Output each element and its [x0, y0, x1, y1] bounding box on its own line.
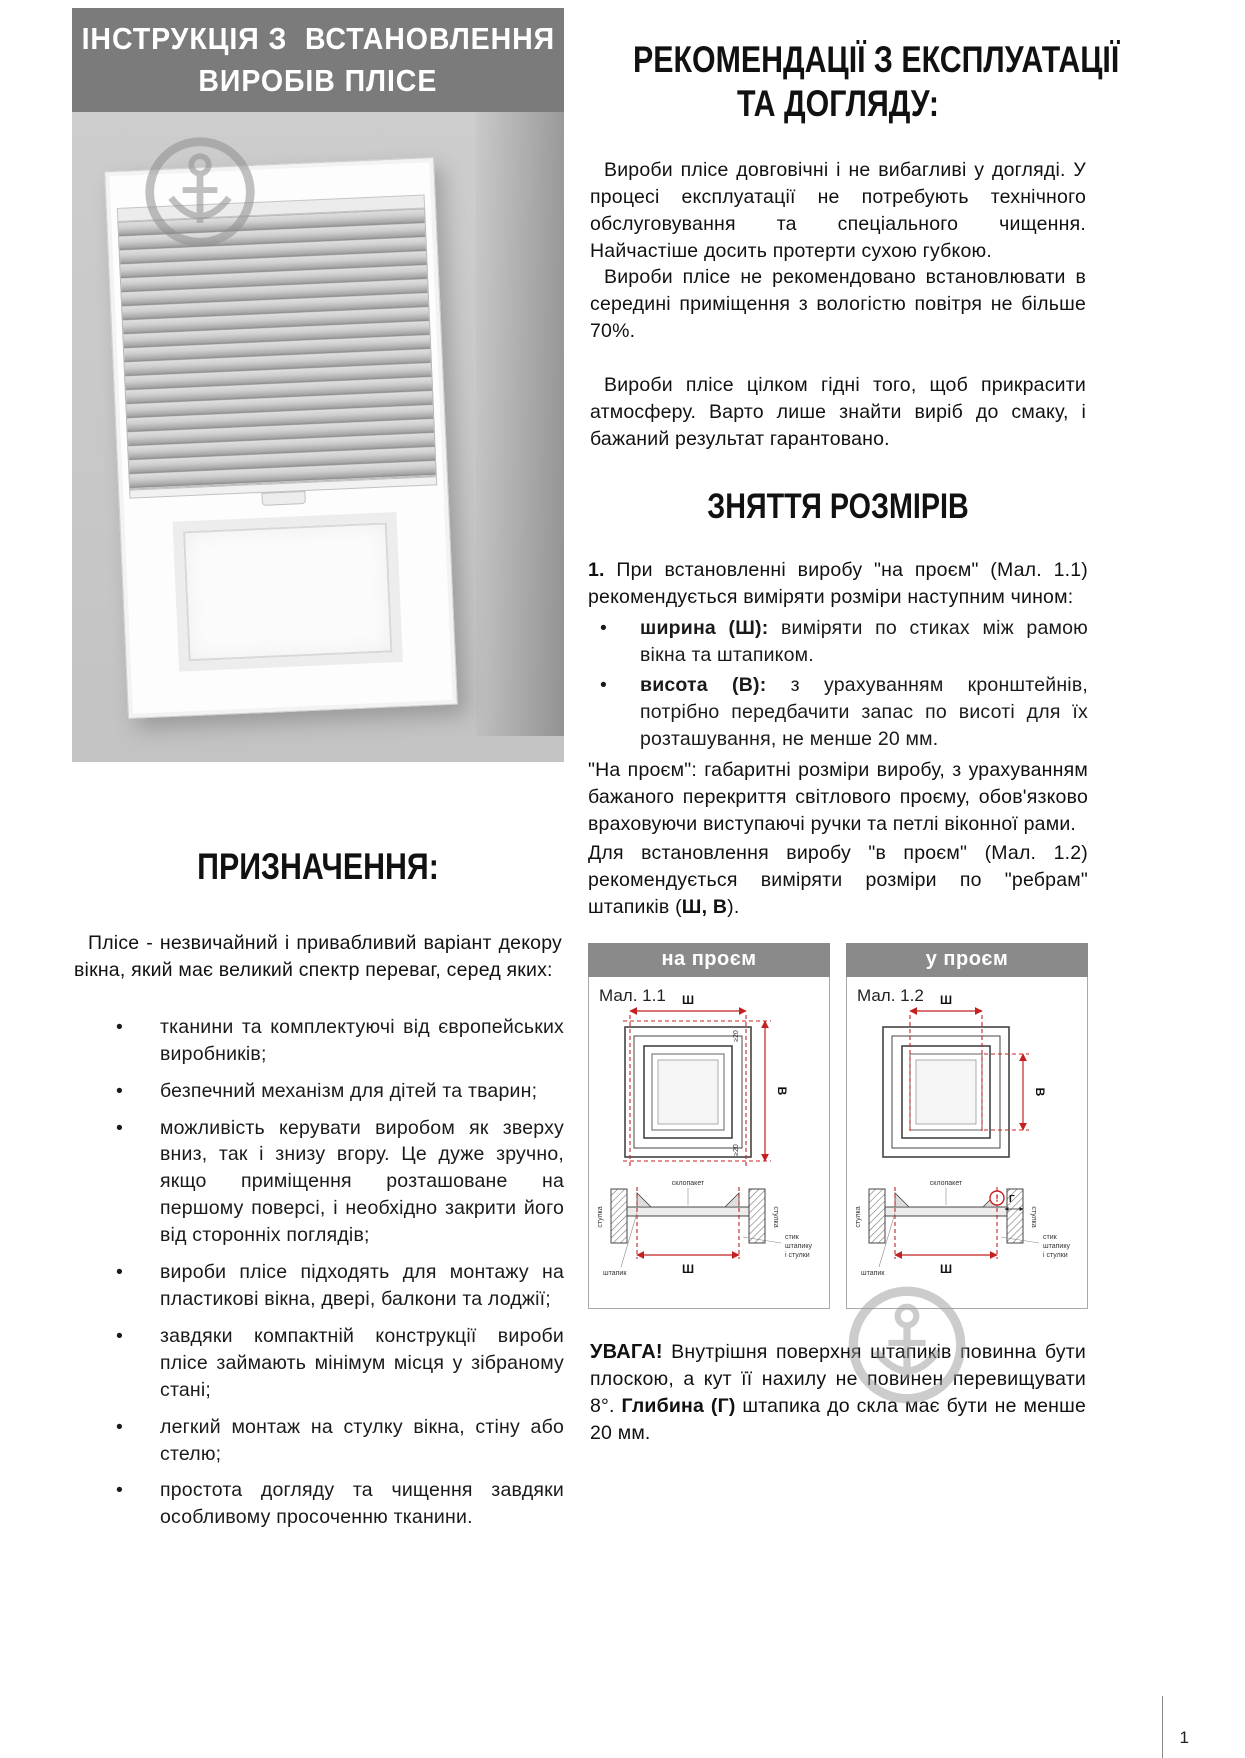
list-item	[72, 1115, 564, 1250]
page-number-divider	[1162, 1696, 1163, 1758]
diagram-panel-u-proem	[846, 943, 1088, 1309]
dim-height-label: В	[1033, 1087, 1047, 1096]
list-item	[72, 1323, 564, 1404]
cs-width-label: Ш	[681, 1261, 695, 1276]
diagram-drawing-2	[847, 991, 1087, 1303]
bullet-dot: •	[116, 1479, 124, 1502]
cs-joint-label: штапику	[785, 1242, 812, 1250]
diagram-body	[588, 977, 830, 1309]
care-title-line-1: РЕКОМЕНДАЦІЇ З ЕКСПЛУАТАЦІЇ	[633, 39, 1120, 80]
care-paragraph: Вироби плісе довговічні і не вибагливі у догляді. У процесі експлуатації не потребують технічного обслуговування та спеціального чищення. Найчастіше досить протерти сухою губкою.	[590, 158, 1086, 262]
diagrams	[588, 943, 1088, 1309]
diagram-header-text: на проєм	[661, 948, 757, 971]
cs-joint-label: штапику	[1043, 1242, 1070, 1250]
cs-bead-label: штапик	[861, 1269, 885, 1277]
step-number: 1.	[588, 558, 605, 581]
purpose-list	[72, 1014, 564, 1531]
purpose-title	[72, 846, 564, 888]
warning-text-2: штапика до скла має бути не менше 20 мм.	[590, 1395, 1086, 1445]
title-banner	[72, 8, 564, 112]
term-height: висота (В):	[640, 674, 767, 697]
cs-glass-label: склопакет	[671, 1179, 705, 1187]
measuring-p3-start: Для встановлення виробу "в проєм" (Мал. 1.2) рекомендується виміряти розміри по "ребрам" штапиків (	[588, 841, 1088, 918]
bullet-dot: •	[116, 1261, 124, 1284]
blind-handle	[261, 491, 306, 506]
list-item-text: легкий монтаж на стулку вікна, стіну або стелю;	[160, 1415, 564, 1465]
dim-height-label: В	[775, 1086, 789, 1095]
diagram-body	[846, 977, 1088, 1309]
care-paragraph: Вироби плісе не рекомендовано встановлювати в середині приміщення з вологістю повітря не більше 70%.	[590, 266, 1086, 343]
offset-top-label: ≥20	[733, 1029, 740, 1042]
pleated-blind	[117, 208, 436, 489]
right-column	[588, 0, 1120, 1447]
banner-line-1: ІНСТРУКЦІЯ З ВСТАНОВЛЕННЯ	[81, 21, 555, 57]
bullet-dot: •	[600, 674, 608, 697]
list-item	[588, 615, 1088, 669]
cs-width-label: Ш	[939, 1261, 953, 1276]
bullet-dot: •	[116, 1015, 124, 1038]
dim-width-label: Ш	[681, 992, 695, 1007]
measuring-list	[588, 615, 1088, 754]
care-paragraph: Вироби плісе цілком гідні того, щоб прикрасити атмосферу. Варто лише знайти виріб до смаку, і бажаний результат гарантовано.	[590, 374, 1086, 450]
care-title	[588, 38, 1120, 127]
list-item	[588, 672, 1088, 753]
page-footer	[1115, 1686, 1245, 1758]
measuring-paragraph: "На проєм": габаритні розміри виробу, з урахуванням бажаного перекриття світлового проєму, обов'язково враховуючи виступаючі ручки та петлі віконної рами.	[588, 759, 1088, 835]
measuring-paragraph	[588, 840, 1088, 921]
cs-sash-right-label: стулка	[1030, 1205, 1037, 1228]
banner-line-2: ВИРОБІВ ПЛІСЕ	[198, 63, 438, 98]
cs-joint-label: і стулки	[1043, 1251, 1068, 1259]
dim-width-label: Ш	[939, 992, 953, 1007]
term-width: ширина (Ш):	[640, 616, 769, 639]
warning-text-1: Внутрішня поверхня штапиків повинна бути плоскою, а кут її нахилу не повинен перевищувати 8°.	[590, 1340, 1086, 1418]
page-number: 1	[1179, 1728, 1189, 1747]
cs-sash-right-label: стулка	[772, 1205, 779, 1228]
list-item	[72, 1259, 564, 1313]
cs-joint-label: і стулки	[785, 1251, 810, 1259]
purpose-intro: Плісе - незвичайний і привабливий варіант декору вікна, який має великий спектр переваг, серед яких:	[74, 932, 562, 981]
list-item-text: завдяки компактній конструкції вироби плісе займають мінімум місця у зібраному стані;	[160, 1324, 564, 1401]
purpose-title-text: ПРИЗНАЧЕННЯ:	[197, 846, 439, 887]
diagram-drawing-1	[589, 991, 829, 1303]
care-title-line-2: ТА ДОГЛЯДУ:	[737, 83, 939, 125]
list-item-text	[640, 674, 1088, 750]
bullet-dot: •	[116, 1116, 124, 1139]
list-item-text: вироби плісе підходять для монтажу на пластикові вікна, двері, балкони та лоджії;	[160, 1261, 564, 1310]
wall-shadow	[476, 112, 564, 736]
term-width-desc: виміряти по стиках між рамою вікна та штапиком.	[640, 616, 1088, 666]
product-photo	[72, 112, 564, 762]
bullet-dot: •	[116, 1324, 124, 1347]
measuring-p3-dims: Ш, В	[681, 895, 728, 918]
figure-label: Мал. 1.2	[857, 985, 924, 1005]
cs-glass-label: склопакет	[929, 1179, 963, 1187]
bullet-dot: •	[116, 1415, 124, 1438]
cs-sash-left-label: стулка	[855, 1205, 862, 1228]
depth-label: Г	[1009, 1193, 1015, 1205]
bullet-dot: •	[116, 1079, 124, 1102]
diagram-panel-na-proem	[588, 943, 830, 1309]
warning-exclamation: !	[995, 1193, 999, 1205]
warning-bold-depth: Глибина (Г)	[621, 1395, 736, 1418]
cs-sash-left-label: стулка	[597, 1205, 604, 1228]
diagram-header	[588, 943, 830, 977]
window-glass	[173, 512, 403, 672]
list-item-text: тканини та комплектуючі від європейських виробників;	[160, 1015, 564, 1065]
list-item-text: безпечний механізм для дітей та тварин;	[160, 1079, 538, 1102]
measuring-step	[588, 557, 1088, 611]
list-item	[72, 1014, 564, 1068]
diagram-header-text: у проєм	[925, 948, 1009, 971]
list-item-text: простота догляду та чищення завдяки особливому просоченню тканини.	[160, 1479, 564, 1529]
list-item	[72, 1078, 564, 1105]
warning-paragraph	[588, 1339, 1088, 1447]
cs-joint-label: стик	[785, 1233, 799, 1241]
measuring-p3-end: ).	[727, 895, 740, 918]
measuring-title	[588, 487, 1088, 527]
diagram-header	[846, 943, 1088, 977]
term-height-desc: з урахуванням кронштейнів, потрібно передбачити запас по висоті для їх розташування, не менше 20 мм.	[640, 674, 1089, 751]
figure-label: Мал. 1.1	[599, 985, 666, 1005]
cs-bead-label: штапик	[603, 1269, 627, 1277]
warning-label: УВАГА!	[590, 1340, 663, 1363]
step-text: При встановленні виробу "на проєм" (Мал. 1.1) рекомендується виміряти розміри наступним чином:	[588, 558, 1088, 608]
list-item	[72, 1414, 564, 1468]
list-item-text: можливість керувати виробом як зверху вниз, так і знизу вгору. Це дуже зручно, якщо приміщення розташоване на першому поверсі, і необхідно закрити його від сторонніх поглядів;	[160, 1116, 564, 1247]
left-column	[72, 0, 564, 1541]
cs-joint-label: стик	[1043, 1233, 1057, 1241]
offset-bottom-label: ≥20	[733, 1143, 740, 1156]
list-item	[72, 1477, 564, 1531]
list-item-text	[640, 617, 1088, 666]
window-frame	[104, 157, 458, 719]
measuring-title-text: ЗНЯТТЯ РОЗМІРІВ	[707, 486, 969, 526]
bullet-dot: •	[600, 616, 608, 639]
